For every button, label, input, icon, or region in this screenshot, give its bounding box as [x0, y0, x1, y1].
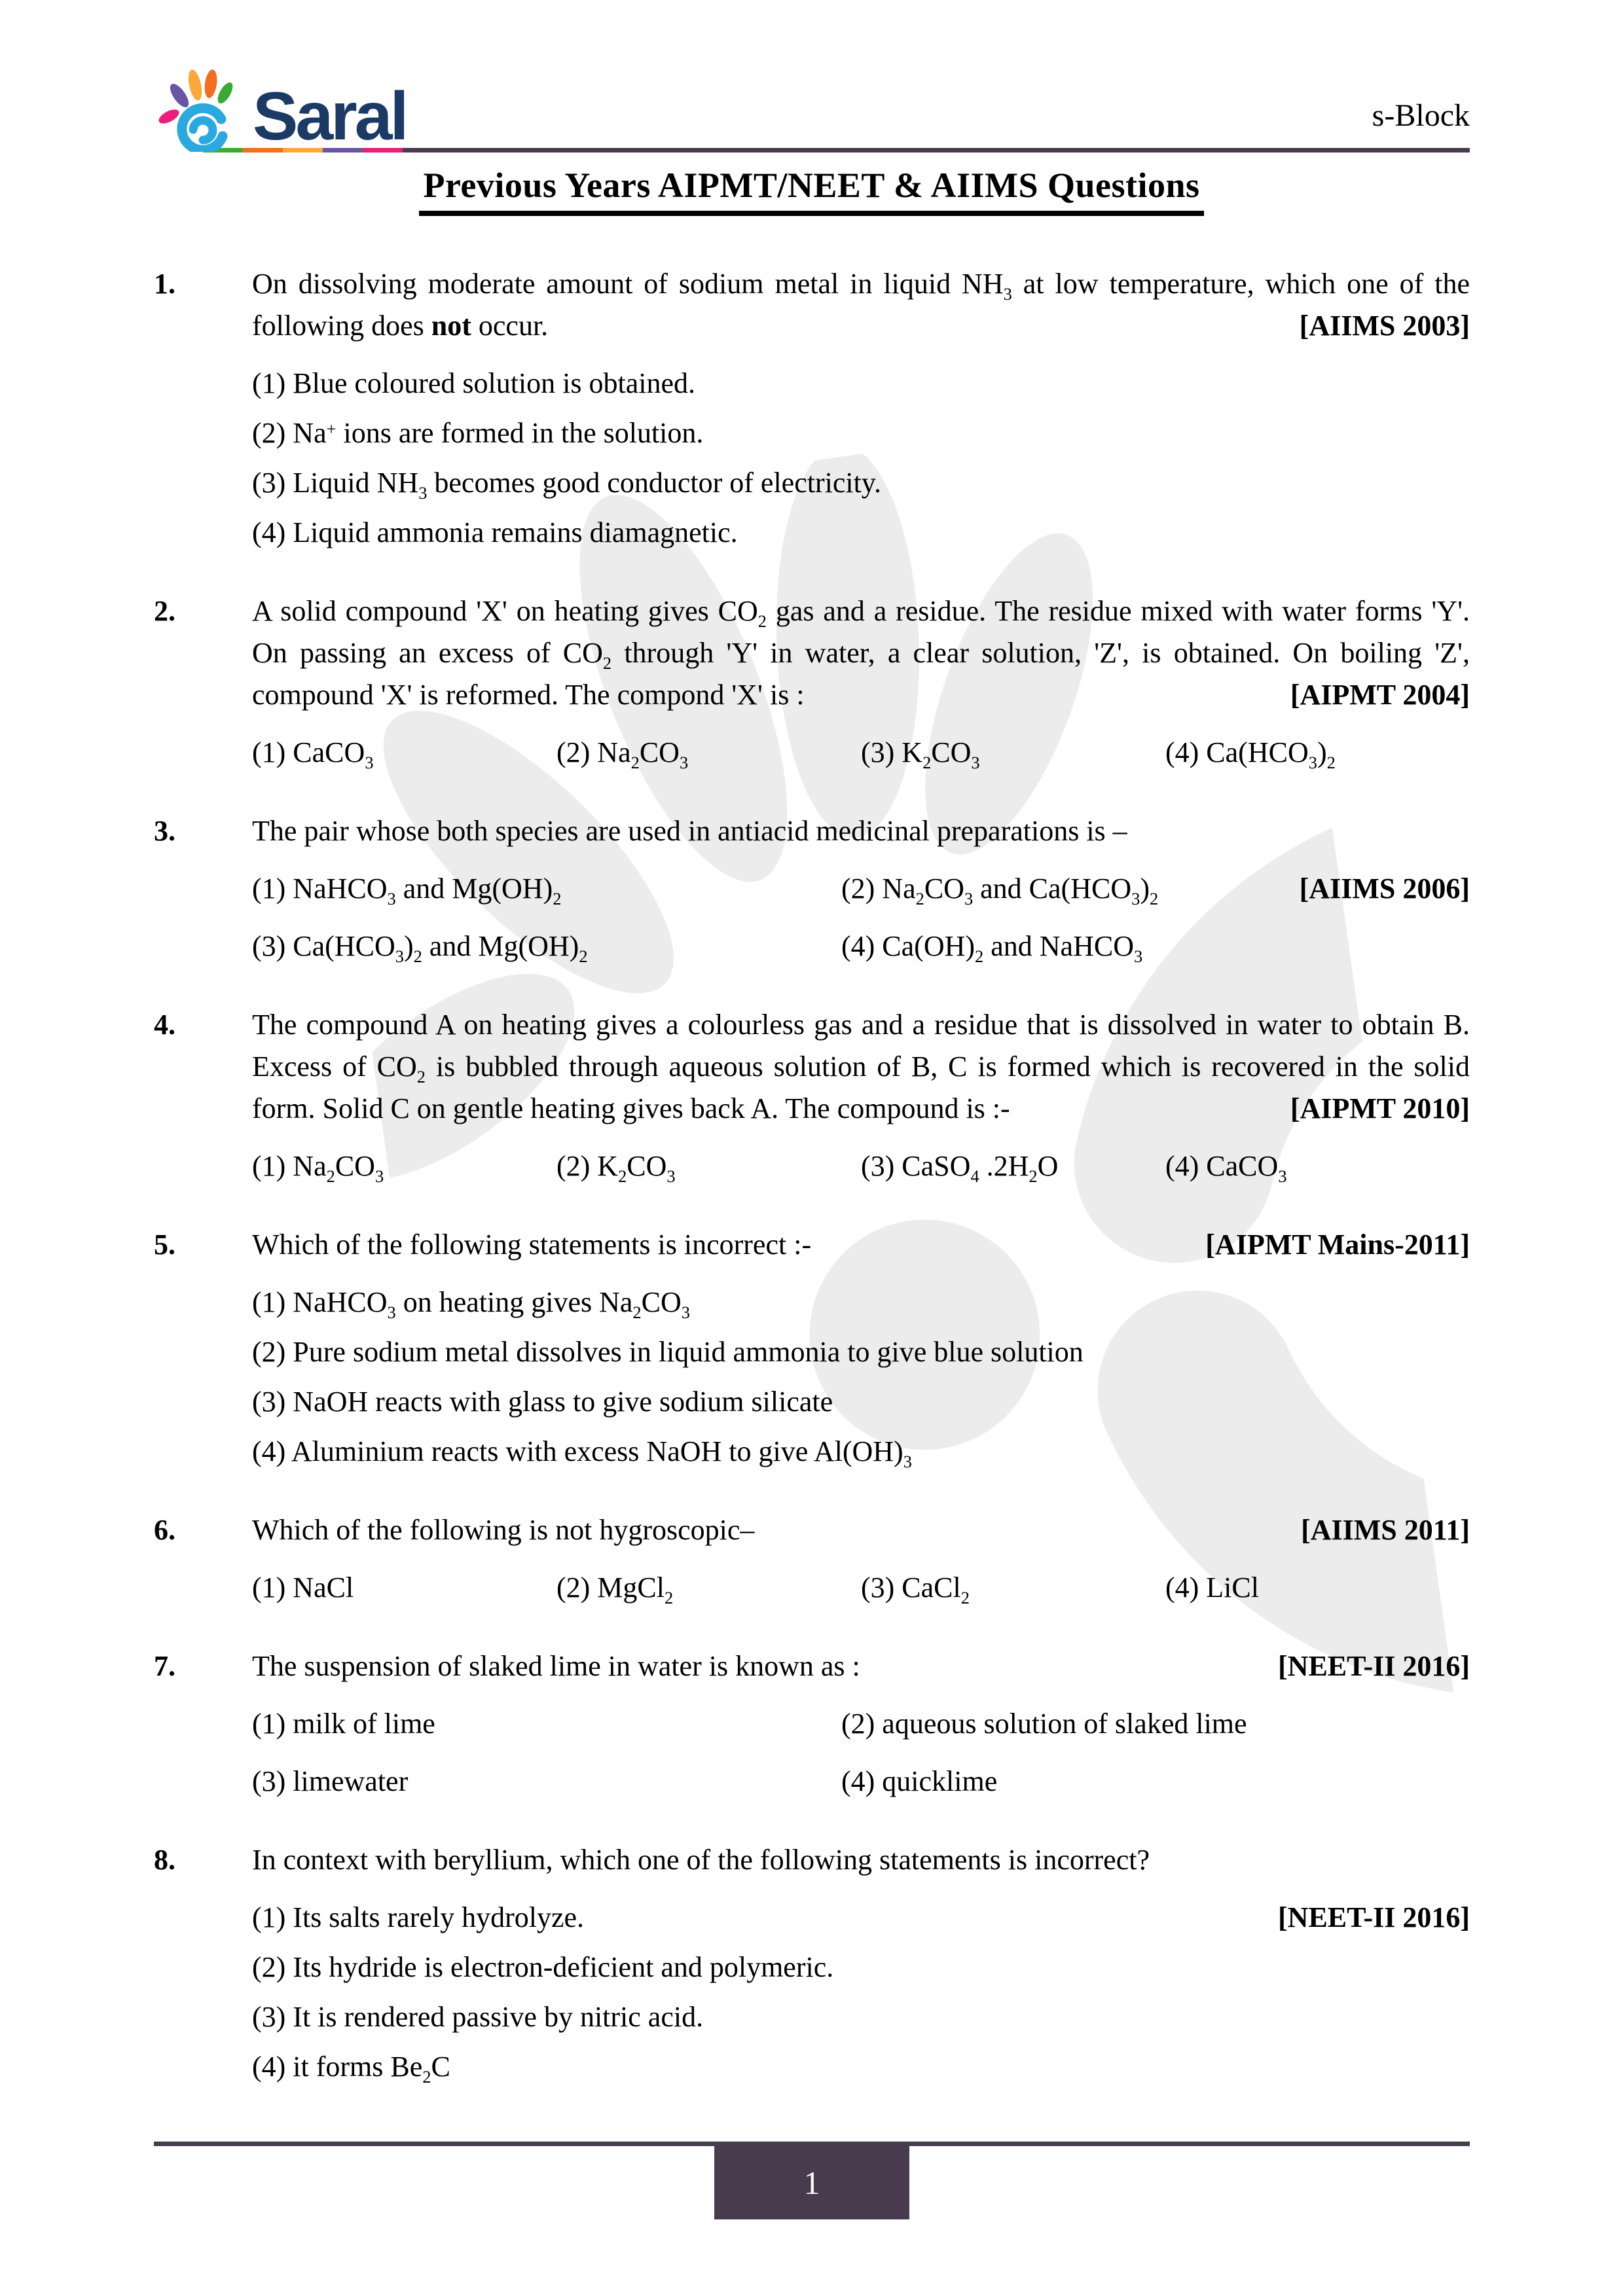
question-2	[154, 590, 1470, 774]
brand-logo	[156, 68, 406, 152]
question-7-options	[252, 1703, 1470, 1803]
question-3-option-1: (1) NaHCO$_3$ and $Mg(OH)_2$	[252, 872, 562, 909]
question-3	[154, 810, 1470, 967]
question-8-options	[252, 1897, 1470, 2088]
question-3-source-tag: [AIIMS 2006]	[1299, 872, 1470, 905]
question-8-option-2: (2) Its hydride is electron-deficient and polymeric.	[252, 1951, 834, 1983]
question-4-number: 4.	[154, 1009, 175, 1041]
question-7-source-tag: [NEET-II 2016]	[1278, 1650, 1470, 1682]
question-8-number: 8.	[154, 1844, 175, 1876]
question-1-option-2: (2) Na+ ions are formed in the solution.	[252, 417, 704, 449]
question-7-option-4: (4) quicklime	[841, 1765, 998, 1797]
question-1-number: 1.	[154, 268, 175, 300]
question-8-text: In context with beryllium, which one of the following statements is incorrect?	[252, 1844, 1150, 1876]
question-7	[154, 1645, 1470, 1803]
question-7-option-2: (2) aqueous solution of slaked lime	[841, 1708, 1247, 1740]
question-2-option-3: (3) $K_2CO_3$	[861, 736, 980, 773]
question-5-option-1: (1) NaHCO$_3$ on heating gives $Na_2CO_3$	[252, 1286, 690, 1323]
question-4	[154, 1004, 1470, 1187]
question-8	[154, 1839, 1470, 2088]
question-6-option-1: (1) NaCl	[252, 1571, 354, 1604]
question-2-options	[252, 732, 1470, 774]
question-6-source-tag: [AIIMS 2011]	[1301, 1514, 1470, 1546]
questions-list	[154, 263, 1470, 2125]
question-6-text: Which of the following is not hygroscopic– [AIIMS 2011]	[252, 1509, 1470, 1551]
page-title: Previous Years AIPMT/NEET & AIIMS Questions	[419, 165, 1203, 216]
spacer	[1300, 925, 1470, 967]
question-4-option-4: (4) CaCO$_3$	[1165, 1150, 1287, 1187]
esaral-hand-swirl-icon	[156, 68, 254, 152]
question-1-option-3: (3) Liquid $NH_3$ becomes good conductor of electricity.	[252, 467, 881, 503]
page-number: 1	[803, 2164, 820, 2201]
question-2-text: A solid compound 'X' on heating gives $CO_2$ gas and a residue. The residue mixed with water forms 'Y'. On passing an excess of $CO_2$ through 'Y' in water, a clear solution, 'Z', is obtained. On boiling 'Z', compound 'X' is reformed. The compond 'X' is : [AIPMT 2004]	[252, 590, 1470, 716]
question-7-number: 7.	[154, 1650, 175, 1682]
question-6-option-4: (4) LiCl	[1165, 1571, 1259, 1604]
question-2-option-1: (1) CaCO$_3$	[252, 736, 374, 773]
question-6	[154, 1509, 1470, 1609]
footer-rule	[154, 2142, 1470, 2146]
question-1-option-4: (4) Liquid ammonia remains diamagnetic.	[252, 516, 738, 548]
question-8-source-tag: [NEET-II 2016]	[1278, 1901, 1470, 1933]
question-4-options	[252, 1145, 1470, 1187]
question-3-option-2: (2) $Na_2CO_3$ and $Ca(HCO_3)_2$	[841, 872, 1159, 909]
question-1	[154, 263, 1470, 554]
question-4-source-tag: [AIPMT 2010]	[1290, 1092, 1470, 1124]
question-4-option-3: (3) CaSO$_4$ $.2H_2O$	[861, 1150, 1059, 1187]
question-5	[154, 1224, 1470, 1473]
question-5-source-tag: [AIPMT Mains-2011]	[1205, 1229, 1470, 1261]
question-6-option-3: (3) CaCl$_2$	[861, 1571, 970, 1608]
question-5-option-2: (2) Pure sodium metal dissolves in liquid ammonia to give blue solution	[252, 1336, 1084, 1368]
question-6-options	[252, 1567, 1470, 1609]
question-3-option-4: (4) $Ca(OH)_2$ and NaHCO$_3$	[841, 930, 1143, 967]
question-8-option-4: (4) it forms $Be_2C$	[252, 2051, 450, 2087]
question-3-number: 3.	[154, 815, 175, 847]
question-1-text: On dissolving moderate amount of sodium metal in liquid $NH_3$ at low temperature, which one of the following does not occur. [AIIMS 2003]	[252, 263, 1470, 347]
question-3-options	[252, 868, 1470, 967]
page-number-box	[714, 2146, 909, 2219]
question-4-option-2: (2) $K_2CO_3$	[556, 1150, 676, 1187]
question-5-text: Which of the following statements is incorrect :- [AIPMT Mains-2011]	[252, 1224, 1470, 1266]
question-5-option-3: (3) NaOH reacts with glass to give sodium silicate	[252, 1386, 833, 1418]
question-7-text: The suspension of slaked lime in water is known as : [NEET-II 2016]	[252, 1645, 1470, 1687]
question-2-option-4: (4) $Ca(HCO_3)_2$	[1165, 736, 1336, 773]
header-topic: s-Block	[1372, 98, 1470, 133]
question-1-option-1: (1) Blue coloured solution is obtained.	[252, 367, 695, 399]
question-7-option-3: (3) limewater	[252, 1765, 409, 1797]
question-2-source-tag: [AIPMT 2004]	[1290, 679, 1470, 711]
question-3-option-3: (3) $Ca(HCO_3)_2$ and $Mg(OH)_2$	[252, 930, 588, 967]
question-5-number: 5.	[154, 1229, 175, 1261]
question-5-options	[252, 1282, 1470, 1473]
question-5-option-4: (4) Aluminium reacts with excess NaOH to give $Al(OH)_3$	[252, 1435, 912, 1472]
question-1-source-tag: [AIIMS 2003]	[1299, 310, 1470, 342]
question-8-option-3: (3) It is rendered passive by nitric acid.	[252, 2001, 704, 2033]
question-8-option-1: (1) Its salts rarely hydrolyze.	[252, 1901, 585, 1933]
question-2-option-2: (2) $Na_2CO_3$	[556, 736, 689, 773]
question-3-text: The pair whose both species are used in antiacid medicinal preparations is –	[252, 815, 1127, 847]
brand-name: Saral	[253, 79, 407, 154]
question-7-option-1: (1) milk of lime	[252, 1708, 435, 1740]
question-4-text: The compound A on heating gives a colourless gas and a residue that is dissolved in water to obtain B. Excess of $CO_2$ is bubbled through aqueous solution of B, C is formed which is recovered in the solid form. Solid C on gentle heating gives back A. The compound is :- [AIPMT 2010]	[252, 1004, 1470, 1130]
rule-segment-dark	[403, 148, 1470, 152]
question-2-number: 2.	[154, 595, 175, 627]
question-4-option-1: (1) $Na_2CO_3$	[252, 1150, 384, 1187]
question-6-option-2: (2) MgCl$_2$	[556, 1571, 674, 1608]
question-1-options	[252, 363, 1470, 554]
question-6-number: 6.	[154, 1514, 175, 1546]
